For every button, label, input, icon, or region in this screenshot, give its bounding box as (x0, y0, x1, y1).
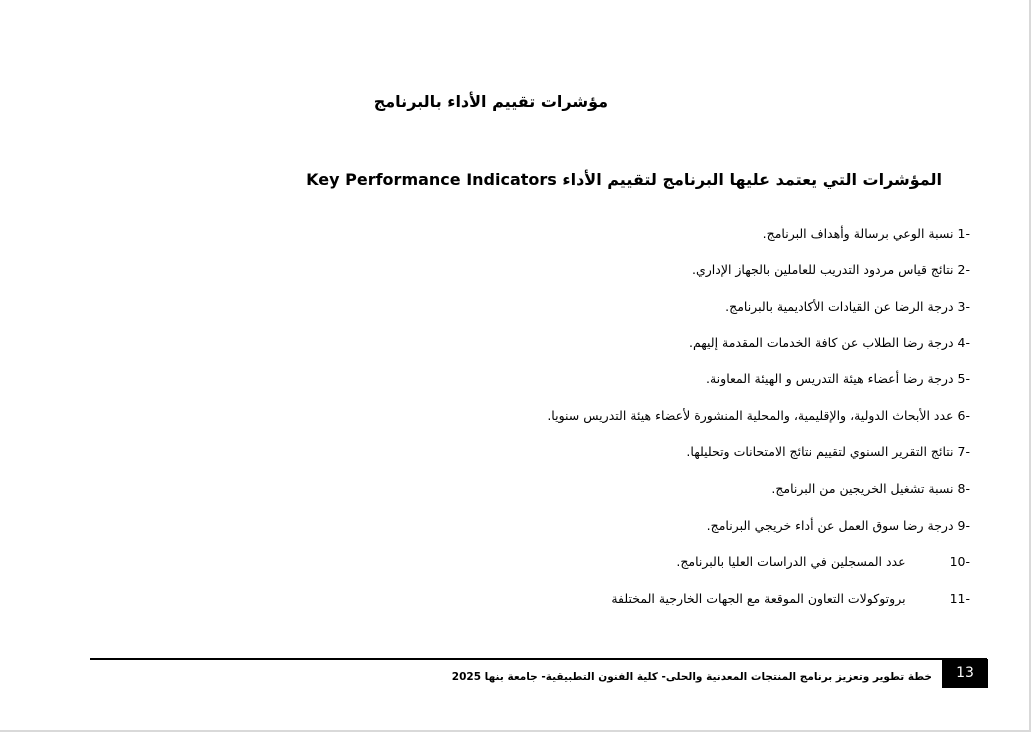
list-item (400, 224, 970, 244)
kpi-text: نتائج التقرير السنوي لتقييم نتائج الامتحانات وتحليلها. (686, 444, 954, 459)
kpi-text: نتائج قياس مردود التدريب للعاملين بالجهاز الإداري. (691, 262, 954, 277)
kpi-text: نسبة الوعي برسالة وأهداف البرنامج. (762, 226, 954, 241)
kpi-number: 5- (957, 371, 970, 386)
kpi-number: 7- (957, 444, 970, 459)
kpi-number: 2- (957, 262, 970, 277)
list-item (400, 297, 970, 317)
footer-text: خطة تطوير وتعزيز برنامج المنتجات المعدنية والحلى- كلية الفنون التطبيقية- جامعة بنها 2025 (451, 671, 932, 683)
kpi-text: درجة الرضا عن القيادات الأكاديمية بالبرنامج. (725, 299, 954, 314)
footer-divider (90, 658, 987, 660)
kpi-text: بروتوكولات التعاون الموقعة مع الجهات الخارجية المختلفة (611, 591, 906, 606)
list-item (400, 369, 970, 389)
kpi-number: 3- (957, 299, 970, 314)
kpi-number: 10- (949, 554, 970, 569)
section-heading: المؤشرات التي يعتمد عليها البرنامج لتقييم الأداء Key Performance Indicators (306, 170, 942, 189)
list-item (400, 516, 970, 536)
kpi-text: درجة رضا الطلاب عن كافة الخدمات المقدمة إليهم. (688, 335, 954, 350)
list-item (400, 442, 970, 462)
list-item (400, 260, 970, 280)
kpi-text: عدد المسجلين في الدراسات العليا بالبرنامج. (676, 554, 906, 569)
list-item (400, 589, 970, 609)
list-item (400, 479, 970, 499)
kpi-text: عدد الأبحاث الدولية، والإقليمية، والمحلية المنشورة لأعضاء هيئة التدريس سنويا. (547, 408, 954, 423)
kpi-text: نسبة تشغيل الخريجين من البرنامج. (771, 481, 954, 496)
list-item (400, 552, 970, 572)
kpi-text: درجة رضا سوق العمل عن أداء خريجي البرنامج. (706, 518, 954, 533)
kpi-number: 9- (957, 518, 970, 533)
page-title: مؤشرات تقييم الأداء بالبرنامج (373, 92, 608, 111)
kpi-number: 6- (957, 408, 970, 423)
kpi-number: 4- (957, 335, 970, 350)
kpi-number: 1- (957, 226, 970, 241)
list-item (400, 406, 970, 426)
page-number: 13 (942, 659, 988, 688)
kpi-number: 8- (957, 481, 970, 496)
kpi-text: درجة رضا أعضاء هيئة التدريس و الهيئة المعاونة. (706, 371, 954, 386)
kpi-number: 11- (949, 591, 970, 606)
list-item (400, 333, 970, 353)
